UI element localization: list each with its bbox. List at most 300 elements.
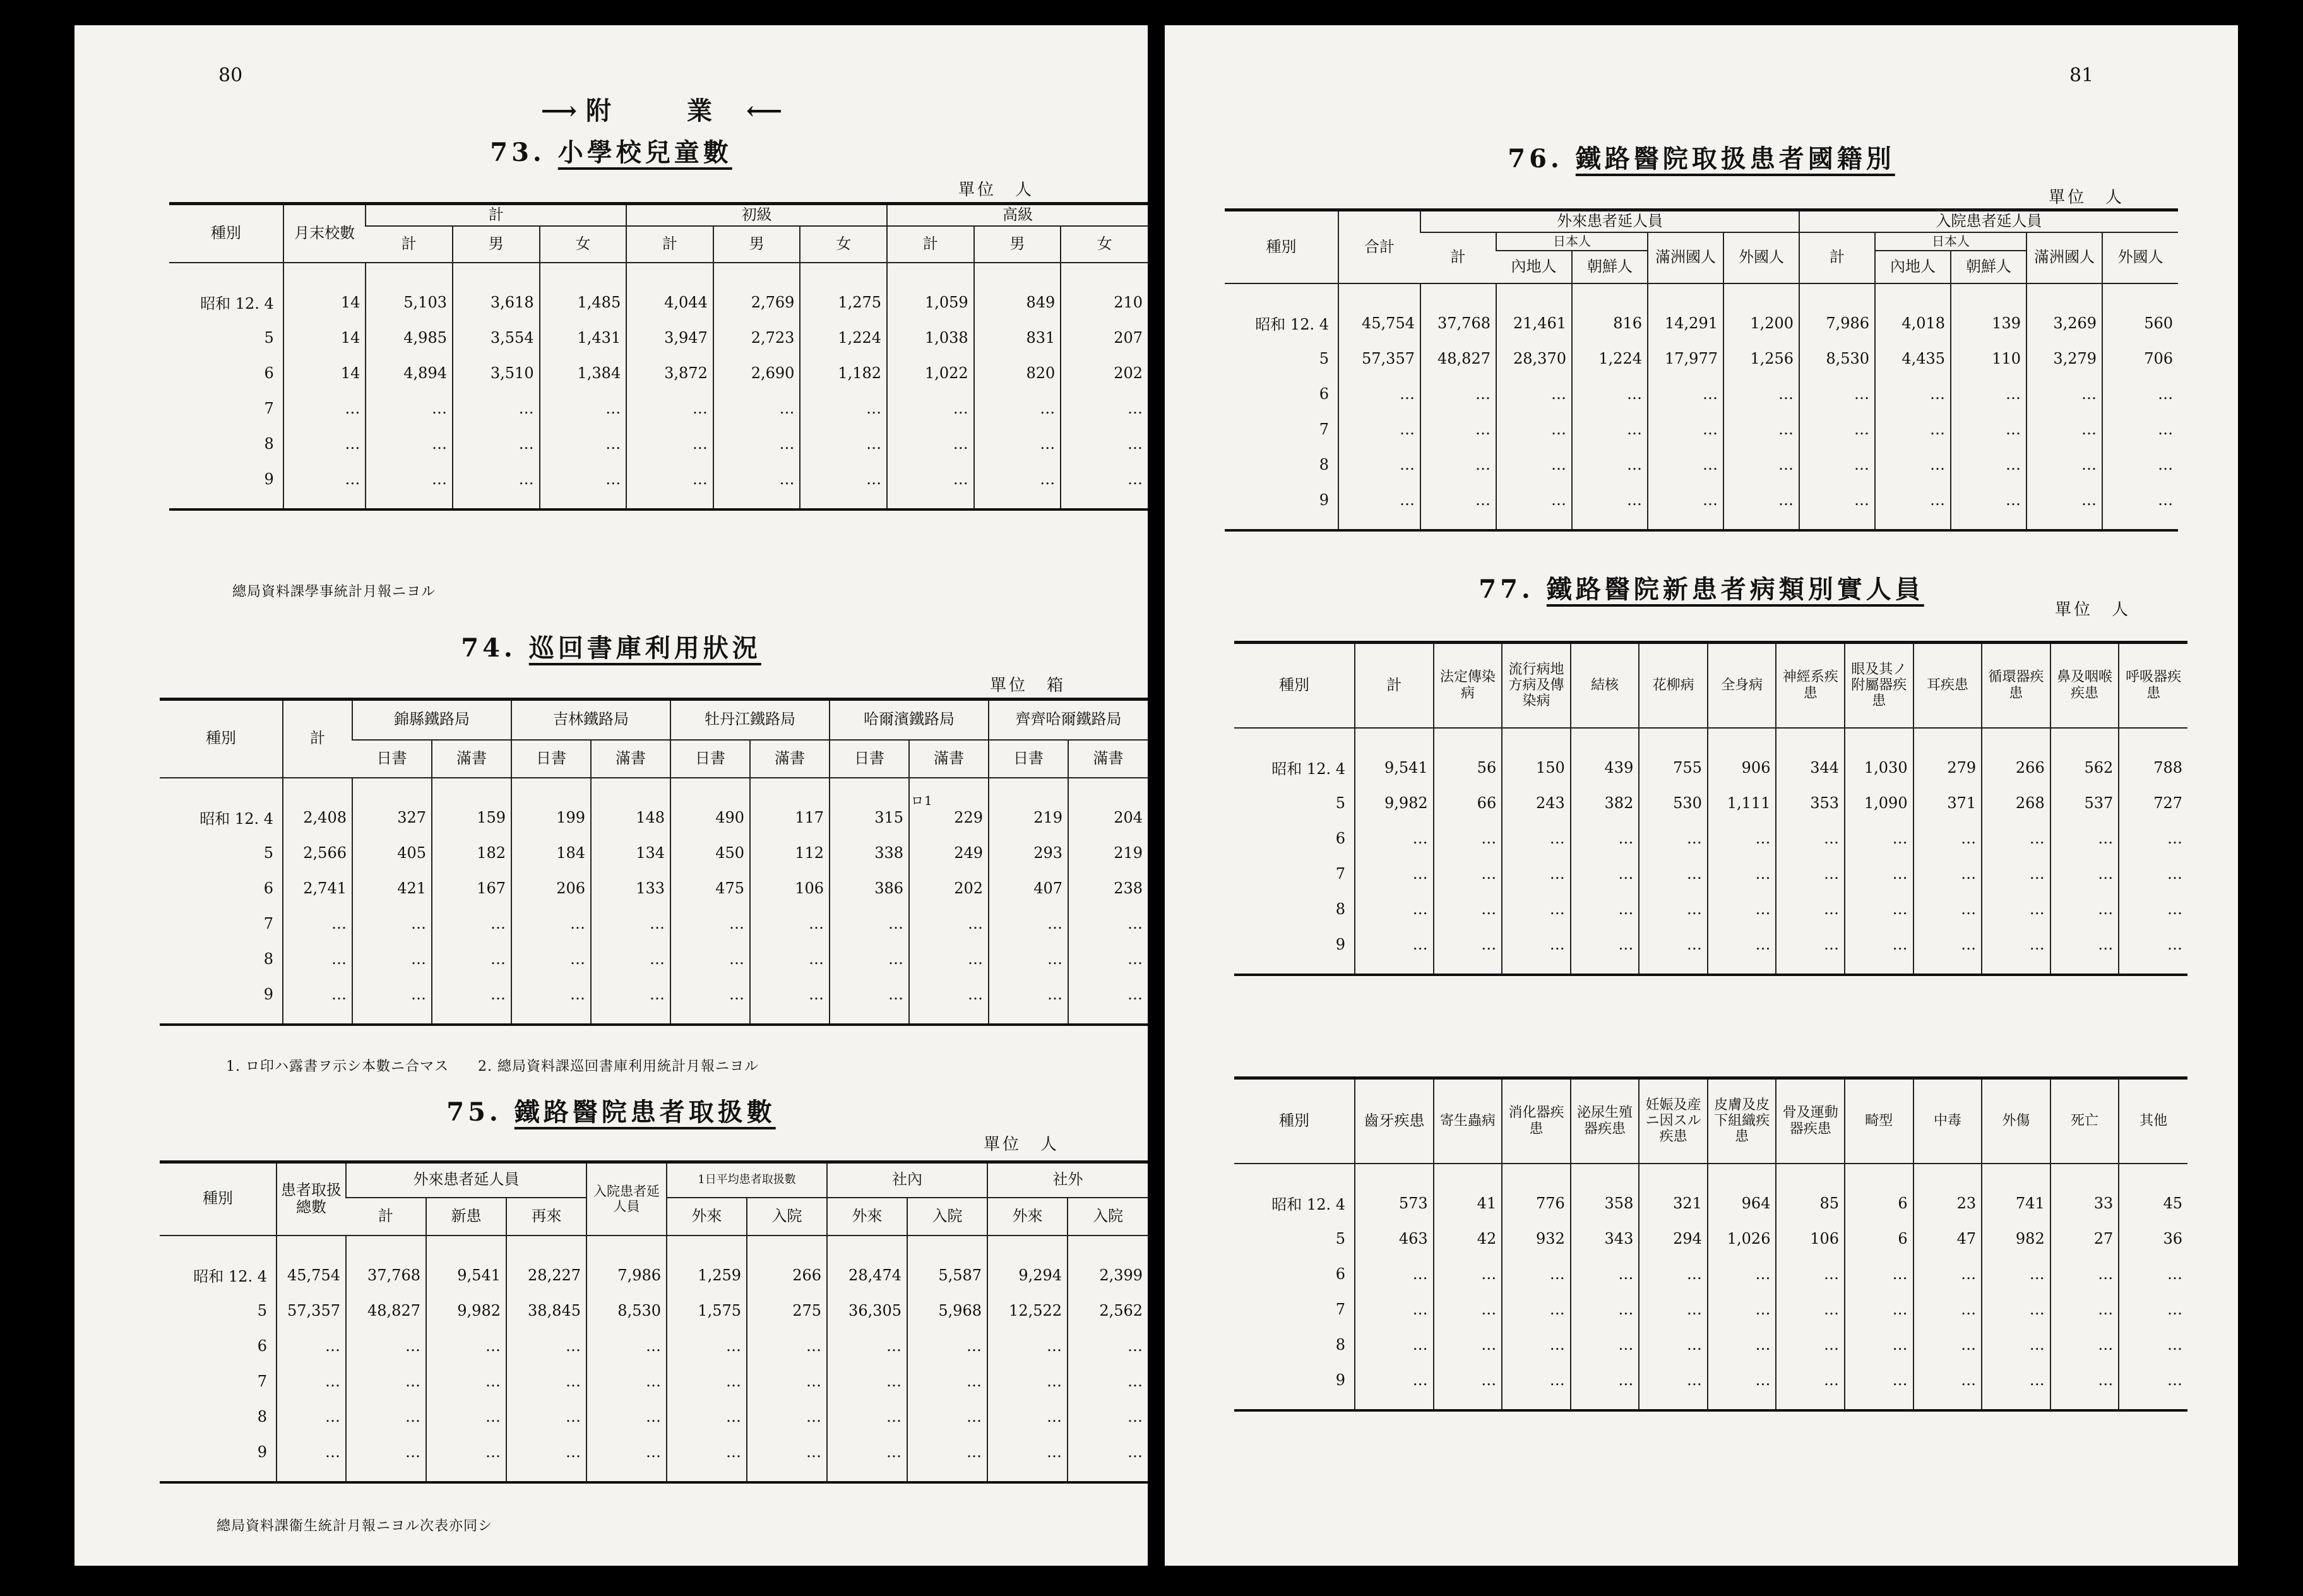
hdr-inpatient: 入院患者延人員 bbox=[1799, 210, 2178, 232]
table-cell: 4,044 bbox=[626, 263, 713, 320]
table-cell: … bbox=[2119, 891, 2187, 927]
table-cell: … bbox=[1068, 977, 1148, 1025]
table-cell: 14 bbox=[283, 263, 366, 320]
table-cell: … bbox=[1496, 376, 1572, 412]
table-cell: … bbox=[747, 1399, 827, 1434]
table-cell: … bbox=[1502, 1292, 1571, 1327]
t76-number: 76. bbox=[1508, 144, 1563, 174]
table-cell: … bbox=[1571, 856, 1639, 891]
table-cell: … bbox=[1913, 891, 1982, 927]
hdr-jp: 日書 bbox=[352, 740, 432, 778]
table-cell: … bbox=[670, 977, 750, 1025]
table-cell: 8,530 bbox=[1799, 341, 1875, 376]
table-cell: 41 bbox=[1434, 1164, 1503, 1221]
table-cell: 439 bbox=[1571, 728, 1639, 785]
table-cell: … bbox=[591, 906, 670, 941]
table-cell: … bbox=[506, 1434, 586, 1482]
table-cell: … bbox=[800, 426, 887, 462]
table-cell: … bbox=[1502, 1256, 1571, 1292]
table-cell: … bbox=[277, 1434, 346, 1482]
table-cell: … bbox=[283, 391, 366, 426]
table-cell: … bbox=[989, 941, 1068, 977]
table-cell: … bbox=[1338, 447, 1420, 482]
table-cell: … bbox=[426, 1364, 506, 1399]
hdr-jp: 日書 bbox=[830, 740, 909, 778]
table-cell: … bbox=[2050, 1292, 2119, 1327]
table-cell: … bbox=[1068, 1434, 1148, 1482]
table-cell: … bbox=[586, 1364, 667, 1399]
table-cell: 266 bbox=[1982, 728, 2050, 785]
table-cell: 139 bbox=[1951, 283, 2026, 341]
table-cell: 21,461 bbox=[1496, 283, 1572, 341]
table-cell: … bbox=[2050, 1362, 2119, 1410]
row-label: 昭和 12. 4 bbox=[199, 810, 273, 828]
table-cell: 816 bbox=[1572, 283, 1648, 341]
table-cell: … bbox=[1496, 447, 1572, 482]
header-cell: 全身病 bbox=[1708, 643, 1776, 728]
table-cell: 1,111 bbox=[1708, 785, 1776, 821]
table-cell: 4,018 bbox=[1875, 283, 1951, 341]
table-cell: … bbox=[1420, 376, 1496, 412]
table-cell: 56 bbox=[1434, 728, 1503, 785]
table-cell: 294 bbox=[1639, 1221, 1708, 1256]
table-cell: … bbox=[1723, 376, 1799, 412]
table-cell: 386 bbox=[830, 871, 909, 906]
table-cell: 405 bbox=[352, 835, 432, 871]
table-cell: … bbox=[366, 391, 453, 426]
table-cell: 5,103 bbox=[366, 263, 453, 320]
table-cell: … bbox=[1355, 927, 1434, 975]
table-cell: … bbox=[670, 906, 750, 941]
table-cell: 358 bbox=[1571, 1164, 1639, 1221]
table-cell: 9,294 bbox=[987, 1236, 1068, 1293]
table-cell: … bbox=[2119, 1256, 2187, 1292]
table-cell: … bbox=[1434, 927, 1503, 975]
hdr-out: 外來 bbox=[987, 1198, 1068, 1236]
table-cell: … bbox=[366, 426, 453, 462]
hdr-inland: 內地人 bbox=[1875, 251, 1951, 283]
table-cell: … bbox=[1951, 447, 2026, 482]
row-label: 8 bbox=[1335, 1335, 1345, 1354]
hdr-grand-total: 合計 bbox=[1338, 210, 1420, 283]
header-cell: 寄生蟲病 bbox=[1434, 1078, 1503, 1164]
table-row bbox=[169, 263, 1148, 320]
table-cell: 1,259 bbox=[667, 1236, 747, 1293]
table-cell: … bbox=[827, 1434, 907, 1482]
hdr-sum: 計 bbox=[1420, 232, 1496, 283]
table-cell: … bbox=[1708, 927, 1776, 975]
table-cell: … bbox=[670, 941, 750, 977]
table-cell: … bbox=[1913, 1292, 1982, 1327]
table-cell: … bbox=[1982, 927, 2050, 975]
t76-body bbox=[1225, 283, 2178, 530]
hdr-high-group: 高級 bbox=[887, 204, 1148, 226]
header-cell: 眼及其ノ附屬器疾患 bbox=[1845, 643, 1913, 728]
table-cell: 249 bbox=[909, 835, 989, 871]
table-cell: 3,279 bbox=[2026, 341, 2102, 376]
table-cell: 2,741 bbox=[283, 871, 352, 906]
table-cell: 2,566 bbox=[283, 835, 352, 871]
table-cell: … bbox=[1951, 376, 2026, 412]
row-label: 9 bbox=[1234, 1362, 1355, 1410]
table-cell: 849 bbox=[974, 263, 1061, 320]
table-row bbox=[1234, 1362, 2187, 1410]
table-cell: … bbox=[1496, 482, 1572, 530]
table-cell: … bbox=[1913, 927, 1982, 975]
hdr-total-group: 計 bbox=[366, 204, 626, 226]
table-cell: 2,690 bbox=[713, 355, 800, 391]
hdr-man: 滿書 bbox=[750, 740, 830, 778]
table-cell: 279 bbox=[1913, 728, 1982, 785]
table-cell: … bbox=[1434, 891, 1503, 927]
table-cell: 45 bbox=[2119, 1164, 2187, 1221]
table-cell: … bbox=[506, 1399, 586, 1434]
table-cell: … bbox=[987, 1399, 1068, 1434]
table-cell: 450 bbox=[670, 835, 750, 871]
table-cell: … bbox=[426, 1434, 506, 1482]
table-cell: … bbox=[1982, 821, 2050, 856]
hdr-in: 入院 bbox=[907, 1198, 987, 1236]
row-label: 5 bbox=[1335, 794, 1345, 812]
table-cell: 9,541 bbox=[426, 1236, 506, 1293]
t75-note: 總局資料課衞生統計月報ニヨル次表亦同シ bbox=[217, 1518, 493, 1534]
table-cell: … bbox=[2050, 927, 2119, 975]
table-cell: … bbox=[1355, 1292, 1434, 1327]
table-cell: 2,723 bbox=[713, 320, 800, 355]
hdr-internal: 社內 bbox=[827, 1162, 987, 1198]
table-cell: … bbox=[1639, 856, 1708, 891]
table-cell: … bbox=[974, 426, 1061, 462]
header-cell: 其他 bbox=[2119, 1078, 2187, 1164]
table-cell: … bbox=[909, 906, 989, 941]
table-cell: 1,182 bbox=[800, 355, 887, 391]
table-row bbox=[1225, 482, 2178, 530]
row-label: 7 bbox=[1335, 864, 1345, 883]
table-row bbox=[1234, 856, 2187, 891]
table-cell: … bbox=[1571, 891, 1639, 927]
table-cell: 9,982 bbox=[426, 1293, 506, 1328]
table-cell: 184 bbox=[511, 835, 591, 871]
table-cell: … bbox=[1355, 891, 1434, 927]
row-label: 9 bbox=[160, 977, 283, 1025]
row-label: 8 bbox=[264, 434, 274, 453]
table-cell: 47 bbox=[1913, 1221, 1982, 1256]
table-cell: … bbox=[1913, 1362, 1982, 1410]
table-cell: … bbox=[1845, 891, 1913, 927]
table-cell: … bbox=[1845, 856, 1913, 891]
table-cell: … bbox=[750, 977, 830, 1025]
table-cell: 371 bbox=[1913, 785, 1982, 821]
table-cell: … bbox=[626, 462, 713, 509]
table-cell: … bbox=[1708, 1362, 1776, 1410]
table-cell: … bbox=[283, 426, 366, 462]
table-cell: 229 bbox=[909, 778, 989, 835]
table-cell: 530 bbox=[1639, 785, 1708, 821]
row-label: 6 bbox=[1335, 829, 1345, 847]
t77-header-a bbox=[1234, 643, 2187, 728]
table-cell: … bbox=[830, 941, 909, 977]
table-cell: 1,022 bbox=[887, 355, 974, 391]
table-cell: … bbox=[909, 941, 989, 977]
table-cell: 1,026 bbox=[1708, 1221, 1776, 1256]
table-cell: … bbox=[1875, 482, 1951, 530]
row-label: 5 bbox=[257, 1301, 267, 1319]
table-cell: … bbox=[1572, 482, 1648, 530]
banner-text: 附 業 bbox=[586, 96, 737, 126]
table-cell: … bbox=[2026, 447, 2102, 482]
table-cell: … bbox=[346, 1434, 426, 1482]
table-cell: … bbox=[909, 977, 989, 1025]
table-cell: … bbox=[907, 1328, 987, 1364]
table-row bbox=[1234, 728, 2187, 785]
table-row bbox=[1234, 1256, 2187, 1292]
table-cell: … bbox=[1982, 856, 2050, 891]
table-cell: … bbox=[1875, 376, 1951, 412]
table-cell: … bbox=[1571, 927, 1639, 975]
table-cell: … bbox=[1776, 821, 1845, 856]
row-label: 8 bbox=[257, 1407, 267, 1426]
hdr-man: 滿書 bbox=[432, 740, 511, 778]
table-cell: … bbox=[1982, 891, 2050, 927]
table-cell: 741 bbox=[1982, 1164, 2050, 1221]
hdr-manchu: 滿洲國人 bbox=[2026, 232, 2102, 283]
page-number: 80 bbox=[218, 64, 243, 86]
page-number: 81 bbox=[2069, 64, 2094, 86]
table-cell: … bbox=[800, 391, 887, 426]
table-cell: … bbox=[1723, 482, 1799, 530]
hdr-schools: 月末校數 bbox=[283, 204, 366, 263]
table-cell: … bbox=[1355, 1327, 1434, 1362]
table-cell: … bbox=[1572, 412, 1648, 447]
table-cell: 3,269 bbox=[2026, 283, 2102, 341]
table-cell: 112 bbox=[750, 835, 830, 871]
table-cell: … bbox=[1502, 891, 1571, 927]
t74-body bbox=[160, 778, 1148, 1025]
table-cell: … bbox=[1355, 856, 1434, 891]
table-cell: … bbox=[591, 977, 670, 1025]
table-cell: … bbox=[432, 941, 511, 977]
hdr-female: 女 bbox=[540, 226, 627, 263]
table-row bbox=[160, 871, 1148, 906]
table-cell: 28,227 bbox=[506, 1236, 586, 1293]
table-cell: … bbox=[800, 462, 887, 509]
table-cell: 3,618 bbox=[453, 263, 540, 320]
hdr-daily-average: 1日平均患者取扱數 bbox=[667, 1162, 827, 1198]
table-cell: 110 bbox=[1951, 341, 2026, 376]
table-cell: … bbox=[667, 1434, 747, 1482]
table-cell: … bbox=[626, 391, 713, 426]
table-cell: … bbox=[830, 977, 909, 1025]
table-cell: 5,968 bbox=[907, 1293, 987, 1328]
table-cell: … bbox=[1639, 1256, 1708, 1292]
hdr-inpatient: 入院患者延人員 bbox=[586, 1162, 667, 1236]
hdr-japanese: 日本人 bbox=[1496, 232, 1648, 251]
table-cell: 14 bbox=[283, 320, 366, 355]
table-cell: … bbox=[1776, 856, 1845, 891]
table-row bbox=[160, 1399, 1148, 1434]
table-cell: 3,947 bbox=[626, 320, 713, 355]
table-cell: … bbox=[1799, 412, 1875, 447]
table-cell: 48,827 bbox=[1420, 341, 1496, 376]
table-row bbox=[1234, 891, 2187, 927]
table-cell: … bbox=[989, 906, 1068, 941]
table-cell: 6 bbox=[1845, 1164, 1913, 1221]
table-cell: … bbox=[511, 906, 591, 941]
t75-title: 鐵路醫院患者取扱數 bbox=[514, 1097, 776, 1127]
table-cell: 932 bbox=[1502, 1221, 1571, 1256]
table-cell: 268 bbox=[1982, 785, 2050, 821]
table-cell: 219 bbox=[989, 778, 1068, 835]
table-cell: … bbox=[989, 977, 1068, 1025]
table-cell: … bbox=[1982, 1362, 2050, 1410]
table-cell: 562 bbox=[2050, 728, 2119, 785]
table-cell: … bbox=[1639, 821, 1708, 856]
table-cell: 85 bbox=[1776, 1164, 1845, 1221]
hdr-sum: 計 bbox=[346, 1198, 426, 1236]
table-cell: … bbox=[667, 1399, 747, 1434]
table-cell: … bbox=[1913, 1327, 1982, 1362]
table-row bbox=[1234, 927, 2187, 975]
row-label: 9 bbox=[169, 462, 283, 509]
table-cell: … bbox=[1723, 412, 1799, 447]
table-cell: 266 bbox=[747, 1236, 827, 1293]
table-row bbox=[1234, 1164, 2187, 1221]
table-cell: … bbox=[1502, 1327, 1571, 1362]
table-cell: … bbox=[1355, 821, 1434, 856]
header-cell: 流行病地方病及傳染病 bbox=[1502, 643, 1571, 728]
table-cell: … bbox=[1572, 447, 1648, 482]
table-cell: … bbox=[1875, 447, 1951, 482]
table-cell: … bbox=[453, 391, 540, 426]
table-cell: … bbox=[1845, 1362, 1913, 1410]
table-cell: 37,768 bbox=[1420, 283, 1496, 341]
t74-number: 74. bbox=[461, 633, 516, 663]
table-cell: … bbox=[1708, 821, 1776, 856]
table-cell: 148 bbox=[591, 778, 670, 835]
table-cell: 3,872 bbox=[626, 355, 713, 391]
table-cell: … bbox=[2102, 412, 2178, 447]
row-label: 5 bbox=[1319, 349, 1329, 367]
table-cell: 12,522 bbox=[987, 1293, 1068, 1328]
hdr-man: 滿書 bbox=[1068, 740, 1148, 778]
table-cell: 37,768 bbox=[346, 1236, 426, 1293]
table-row bbox=[160, 835, 1148, 871]
hdr-female: 女 bbox=[800, 226, 887, 263]
table-cell: … bbox=[511, 941, 591, 977]
t73-unit: 單位 人 bbox=[958, 181, 1035, 200]
table-cell: … bbox=[830, 906, 909, 941]
header-cell: 耳疾患 bbox=[1913, 643, 1982, 728]
table-cell: 344 bbox=[1776, 728, 1845, 785]
table-cell: … bbox=[1723, 447, 1799, 482]
table-row bbox=[1225, 283, 2178, 341]
table-row bbox=[160, 1328, 1148, 1364]
t77-header-b bbox=[1234, 1078, 2187, 1164]
table-cell: 820 bbox=[974, 355, 1061, 391]
table-cell: 1,256 bbox=[1723, 341, 1799, 376]
table-cell: … bbox=[2102, 482, 2178, 530]
table-cell: 573 bbox=[1355, 1164, 1434, 1221]
table-row bbox=[160, 778, 1148, 835]
table-cell: 159 bbox=[432, 778, 511, 835]
table-cell: 204 bbox=[1068, 778, 1148, 835]
table-cell: … bbox=[591, 941, 670, 977]
hdr-foreign: 外國人 bbox=[2102, 232, 2178, 283]
table-cell: 199 bbox=[511, 778, 591, 835]
header-cell: 結核 bbox=[1571, 643, 1639, 728]
hdr-manchu: 滿洲國人 bbox=[1648, 232, 1723, 283]
table-row bbox=[1234, 1292, 2187, 1327]
table-cell: … bbox=[2050, 891, 2119, 927]
table-cell: 1,275 bbox=[800, 263, 887, 320]
table-cell: … bbox=[1776, 1292, 1845, 1327]
table-cell: … bbox=[2119, 927, 2187, 975]
t74-title: 巡回書庫利用狀況 bbox=[528, 633, 761, 663]
t73-note: 總局資料課學事統計月報ニヨル bbox=[232, 584, 436, 600]
table-cell: … bbox=[827, 1399, 907, 1434]
table-cell: 788 bbox=[2119, 728, 2187, 785]
table-cell: … bbox=[1502, 1362, 1571, 1410]
table-cell: 33 bbox=[2050, 1164, 2119, 1221]
table-cell: 133 bbox=[591, 871, 670, 906]
table-cell: … bbox=[2050, 821, 2119, 856]
table-cell: 36,305 bbox=[827, 1293, 907, 1328]
table-cell: … bbox=[1355, 1362, 1434, 1410]
table-cell: … bbox=[1502, 821, 1571, 856]
table-cell: … bbox=[2119, 821, 2187, 856]
table-cell: 343 bbox=[1571, 1221, 1639, 1256]
row-label: 昭和 12. 4 bbox=[1271, 1196, 1345, 1213]
table-row bbox=[169, 391, 1148, 426]
table-row bbox=[160, 977, 1148, 1025]
table-cell: … bbox=[1068, 941, 1148, 977]
table-cell: 382 bbox=[1571, 785, 1639, 821]
row-label: 7 bbox=[264, 399, 274, 417]
hdr-inland: 內地人 bbox=[1496, 251, 1572, 283]
table-cell: 27 bbox=[2050, 1221, 2119, 1256]
t77-unit: 單位 人 bbox=[2055, 600, 2131, 619]
table-cell: … bbox=[511, 977, 591, 1025]
table-cell: … bbox=[1982, 1327, 2050, 1362]
table-row bbox=[1234, 785, 2187, 821]
table-cell: 275 bbox=[747, 1293, 827, 1328]
table-cell: … bbox=[1061, 426, 1148, 462]
table-cell: … bbox=[1845, 1327, 1913, 1362]
row-label: 5 bbox=[264, 328, 274, 347]
hdr-foreign: 外國人 bbox=[1723, 232, 1799, 283]
table-cell: 1,575 bbox=[667, 1293, 747, 1328]
table-cell: 4,985 bbox=[366, 320, 453, 355]
table-cell: 6 bbox=[1845, 1221, 1913, 1256]
table-cell: … bbox=[352, 941, 432, 977]
table-row bbox=[169, 462, 1148, 509]
table-cell: 57,357 bbox=[277, 1293, 346, 1328]
row-label: 昭和 12. 4 bbox=[193, 1268, 267, 1285]
table-cell: 14,291 bbox=[1648, 283, 1723, 341]
table-row bbox=[160, 1434, 1148, 1482]
table-cell: … bbox=[750, 906, 830, 941]
table-cell: 755 bbox=[1639, 728, 1708, 785]
t73-title: 小學校兒童數 bbox=[557, 138, 732, 167]
table-cell: … bbox=[750, 941, 830, 977]
hdr-female: 女 bbox=[1061, 226, 1148, 263]
table-row bbox=[1225, 447, 2178, 482]
table-cell: … bbox=[2119, 1362, 2187, 1410]
row-label: 昭和 12. 4 bbox=[200, 295, 274, 313]
table-cell: … bbox=[713, 391, 800, 426]
header-cell: 消化器疾患 bbox=[1502, 1078, 1571, 1164]
row-label: 6 bbox=[257, 1337, 267, 1355]
